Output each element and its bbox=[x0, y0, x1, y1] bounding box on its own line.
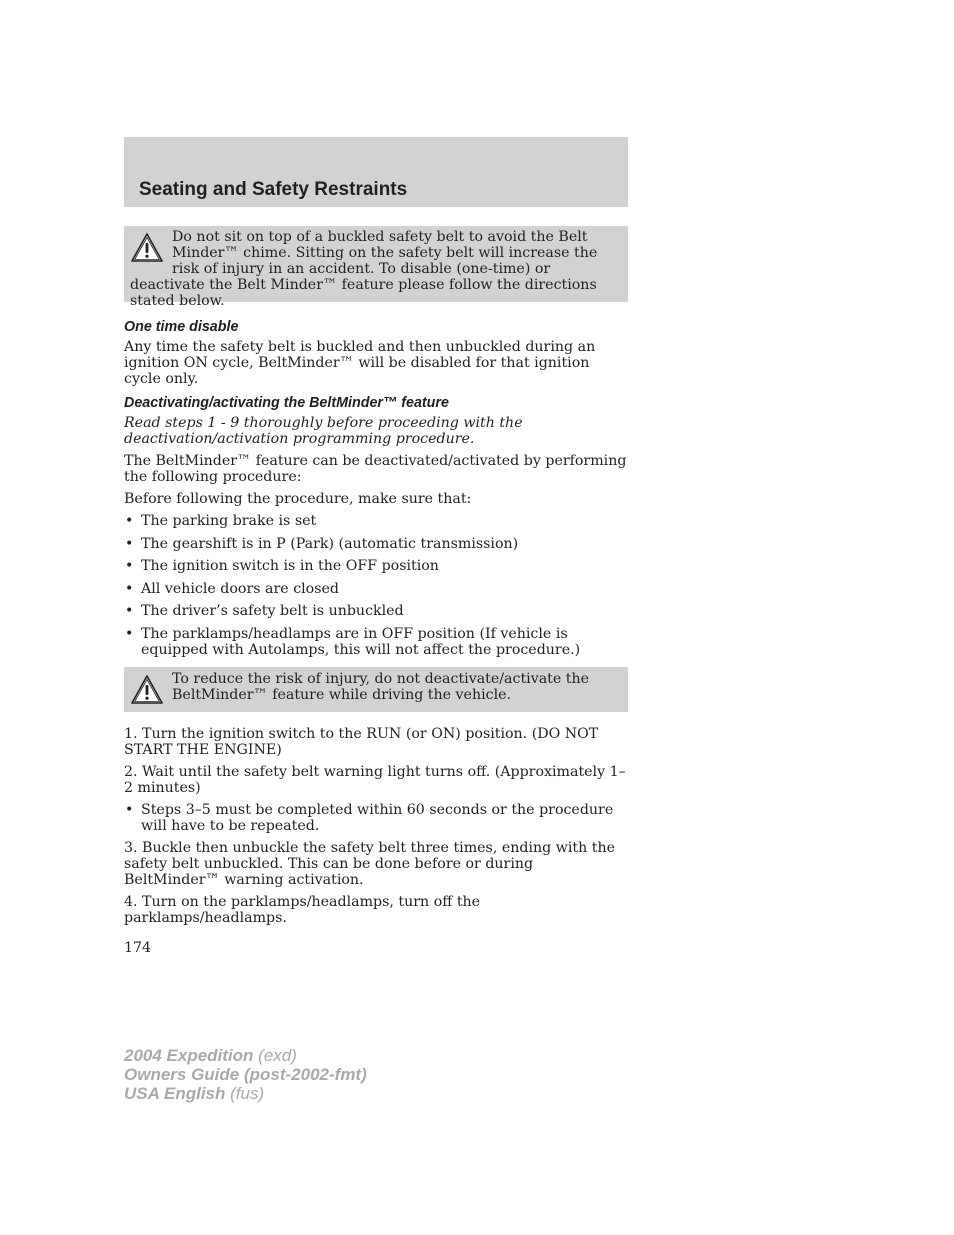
precondition-list bbox=[124, 513, 628, 658]
list-item: • The parking brake is set bbox=[124, 513, 628, 529]
footer-language-code: (fus) bbox=[230, 1084, 265, 1103]
step-1: 1. Turn the ignition switch to the RUN (or ON) position. (DO NOT START THE ENGINE) bbox=[124, 725, 599, 758]
warning-triangle-icon bbox=[130, 674, 164, 706]
footer-line-3 bbox=[124, 1084, 367, 1103]
list-item: • Steps 3–5 must be completed within 60 seconds or the procedure will have to be repeated. bbox=[124, 802, 628, 834]
subheading-deactivating-beltminder: Deactivating/activating the BeltMinder™ feature bbox=[124, 395, 449, 411]
step-2: 2. Wait until the safety belt warning light turns off. (Approximately 1–2 minutes) bbox=[124, 763, 626, 796]
warning-box-driving bbox=[124, 667, 628, 712]
step-3: 3. Buckle then unbuckle the safety belt three times, ending with the safety belt unbuckled. This can be done before or during BeltMinder™ warning activation. bbox=[124, 840, 615, 888]
list-item: • The ignition switch is in the OFF position bbox=[124, 558, 628, 574]
document-footer bbox=[124, 1046, 367, 1103]
page-number: 174 bbox=[124, 940, 152, 956]
section-header-band bbox=[124, 137, 628, 207]
list-item: • The parklamps/headlamps are in OFF position (If vehicle is equipped with Autolamps, this will not affect the procedure.) bbox=[124, 626, 628, 658]
list-item: • All vehicle doors are closed bbox=[124, 581, 628, 597]
footer-line-1 bbox=[124, 1046, 367, 1065]
warning-text: Do not sit on top of a buckled safety belt to avoid the Belt Minder™ chime. Sitting on the safety belt will increase the risk of injury in an accident. To disable (one-time) or deactivate the Belt Minder™ feature please follow the directions stated below. bbox=[130, 229, 598, 309]
paragraph-before-procedure: Before following the procedure, make sure that: bbox=[124, 491, 472, 507]
subheading-one-time-disable: One time disable bbox=[124, 319, 239, 335]
warning-box-beltminder-chime bbox=[124, 226, 628, 309]
step-2-note-list bbox=[124, 802, 628, 834]
list-item: • The driver’s safety belt is unbuckled bbox=[124, 603, 628, 619]
page-content bbox=[124, 226, 628, 956]
step-4: 4. Turn on the parklamps/headlamps, turn off the parklamps/headlamps. bbox=[124, 894, 481, 926]
footer-model-code: (exd) bbox=[258, 1046, 297, 1065]
footer-guide-name: Owners Guide (post-2002-fmt) bbox=[124, 1065, 367, 1084]
paragraph-one-time-disable: Any time the safety belt is buckled and then unbuckled during an ignition ON cycle, BeltMinder™ will be disabled for that ignition cycle only. bbox=[124, 339, 596, 387]
procedure-steps bbox=[124, 726, 628, 927]
section-title: Seating and Safety Restraints bbox=[139, 179, 408, 200]
procedure-note: Read steps 1 - 9 thoroughly before proceeding with the deactivation/activation programming procedure. bbox=[124, 415, 523, 447]
warning-text: To reduce the risk of injury, do not deactivate/activate the BeltMinder™ feature while driving the vehicle. bbox=[172, 670, 590, 703]
footer-model: 2004 Expedition bbox=[124, 1046, 254, 1065]
paragraph-procedure-intro: The BeltMinder™ feature can be deactivated/activated by performing the following procedure: bbox=[124, 453, 627, 485]
warning-triangle-icon bbox=[130, 232, 164, 264]
footer-language: USA English bbox=[124, 1084, 226, 1103]
list-item: • The gearshift is in P (Park) (automatic transmission) bbox=[124, 536, 628, 552]
